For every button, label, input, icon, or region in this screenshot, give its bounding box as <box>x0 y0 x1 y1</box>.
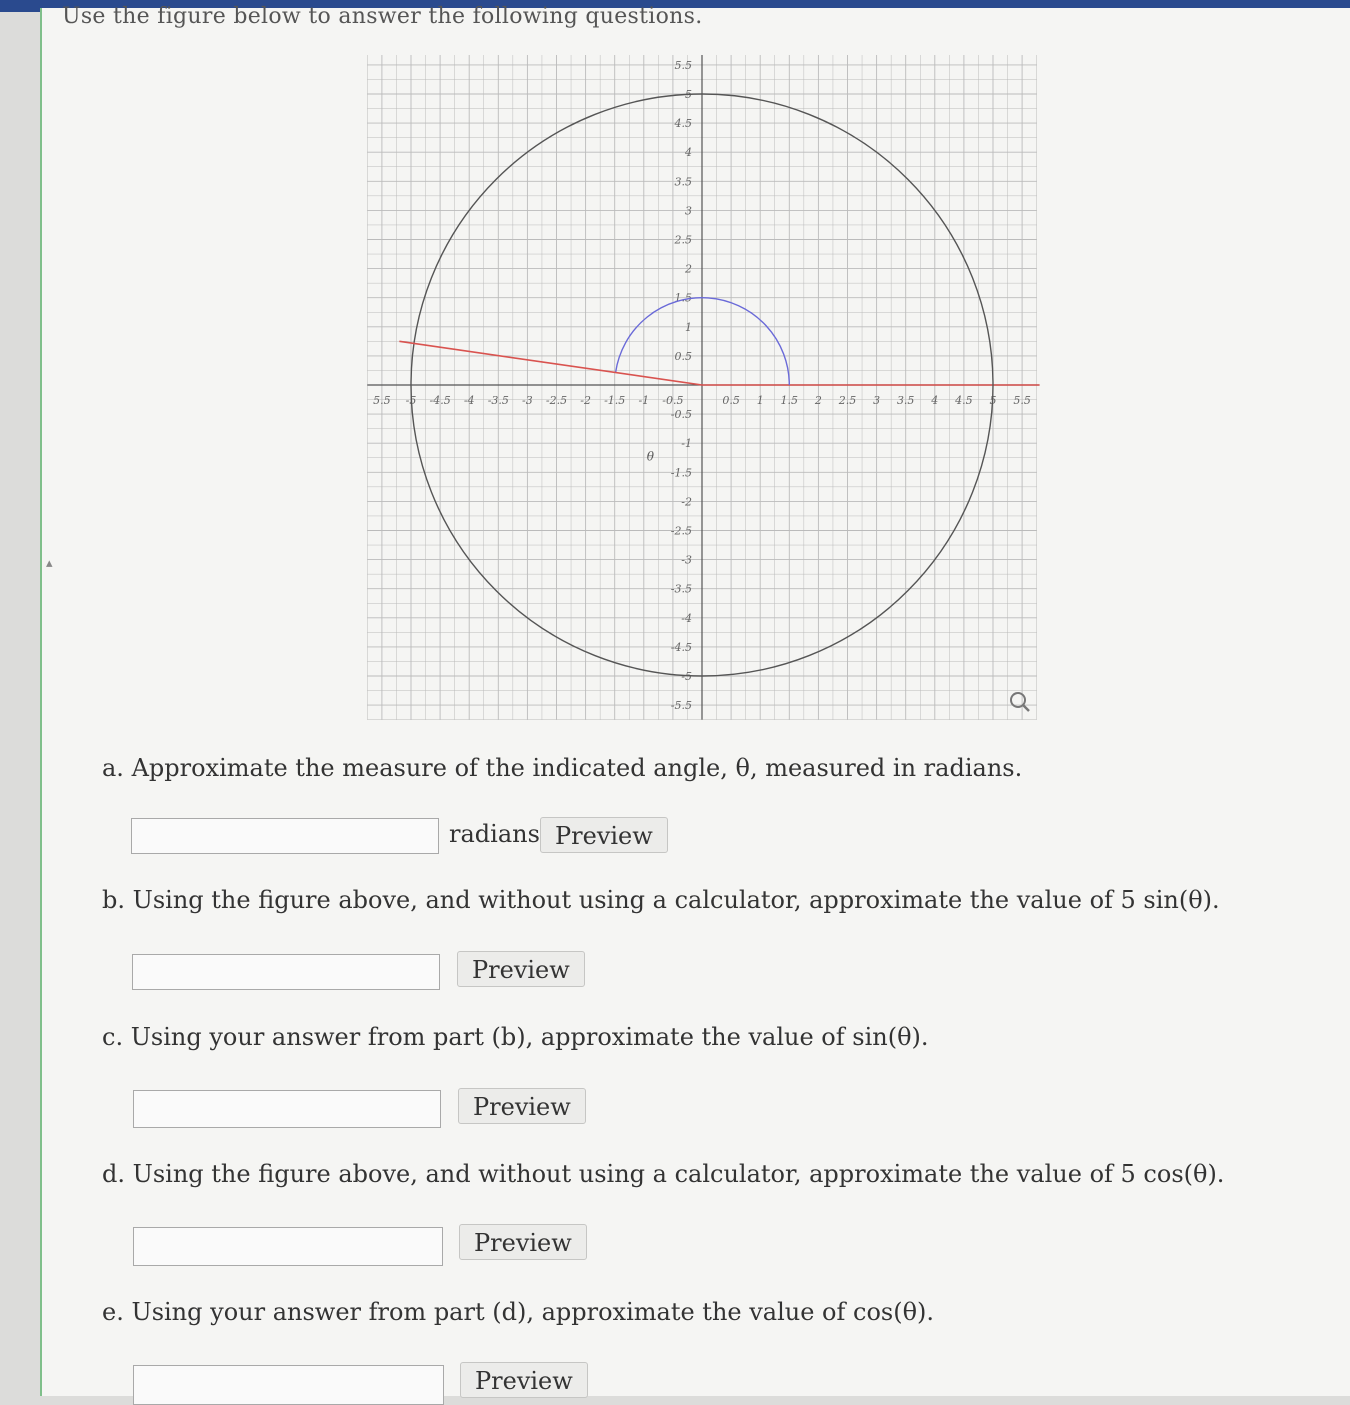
question-c-text: c. Using your answer from part (b), approximate the value of sin(θ). <box>102 1023 929 1051</box>
x-tick-label: 1.5 <box>780 394 799 407</box>
y-tick-label: -0.5 <box>670 408 692 422</box>
preview-e-button[interactable]: Preview <box>460 1362 588 1398</box>
x-tick-label: -2 <box>580 394 591 407</box>
intro-text: Use the figure below to answer the following questions. <box>62 4 703 29</box>
x-tick-label: -4.5 <box>429 394 451 407</box>
x-tick-label: -1 <box>638 394 650 407</box>
x-tick-label: 5.5 <box>373 394 391 407</box>
y-tick-label: 5.5 <box>674 58 692 72</box>
x-tick-label: -3.5 <box>487 394 509 407</box>
answer-e-input[interactable] <box>133 1365 444 1405</box>
x-tick-label: -0.5 <box>662 394 684 407</box>
y-tick-label: 4 <box>685 146 692 160</box>
question-d-text: d. Using the figure above, and without using a calculator, approximate the value of 5 cos(θ). <box>102 1160 1225 1188</box>
terminal-ray <box>399 341 702 385</box>
x-tick-label: 3 <box>873 394 881 407</box>
x-tick-label: 5.5 <box>1013 394 1031 407</box>
y-tick-label: -3.5 <box>670 582 692 596</box>
y-tick-label: 1.5 <box>674 291 692 305</box>
y-tick-label: -1.5 <box>670 466 692 480</box>
y-tick-label: -2.5 <box>670 524 692 538</box>
question-e-text: e. Using your answer from part (d), approximate the value of cos(θ). <box>102 1298 935 1326</box>
y-tick-label: 3 <box>685 204 692 218</box>
theta-label: θ <box>646 449 654 464</box>
y-tick-label: 3.5 <box>674 175 692 189</box>
x-tick-label: 0.5 <box>722 394 740 407</box>
x-tick-label: -5 <box>405 394 417 407</box>
answer-a-units: radians <box>449 820 540 848</box>
x-tick-label: -1.5 <box>604 394 626 407</box>
preview-b-button[interactable]: Preview <box>457 951 585 987</box>
y-tick-label: 1 <box>685 320 692 334</box>
preview-d-button[interactable]: Preview <box>459 1224 587 1260</box>
y-tick-label: -4.5 <box>670 640 692 654</box>
x-tick-label: 1 <box>756 394 764 407</box>
y-tick-label: -5.5 <box>670 699 692 713</box>
preview-a-button[interactable]: Preview <box>540 817 668 853</box>
answer-b-input[interactable] <box>132 954 440 990</box>
y-tick-label: -3 <box>681 553 692 567</box>
unit-circle-figure <box>360 55 1050 725</box>
question-a-text: a. Approximate the measure of the indicated angle, θ, measured in radians. <box>102 754 1023 782</box>
x-tick-label: 4.5 <box>955 394 973 407</box>
answer-a-input[interactable] <box>131 818 439 854</box>
x-tick-label: 2 <box>814 394 822 407</box>
magnify-icon[interactable] <box>1011 693 1029 711</box>
x-tick-label: -4 <box>463 394 475 407</box>
y-tick-label: 2.5 <box>674 233 692 247</box>
answer-d-input[interactable] <box>133 1227 443 1266</box>
x-tick-label: -3 <box>522 394 533 407</box>
y-tick-label: 0.5 <box>674 349 692 363</box>
y-tick-label: 5 <box>685 88 692 101</box>
y-tick-label: -4 <box>681 611 692 625</box>
x-tick-label: 2.5 <box>838 394 857 407</box>
side-mark: ▴ <box>46 556 53 571</box>
preview-c-button[interactable]: Preview <box>458 1088 586 1124</box>
answer-c-input[interactable] <box>133 1090 441 1128</box>
x-tick-label: 4 <box>931 394 939 407</box>
question-b-text: b. Using the figure above, and without using a calculator, approximate the value of 5 sin(θ). <box>102 886 1220 914</box>
axes <box>367 55 1039 720</box>
y-tick-label: 4.5 <box>674 117 692 131</box>
y-tick-label: -2 <box>681 495 692 509</box>
y-tick-label: -1 <box>681 437 692 451</box>
y-tick-label: -5 <box>681 670 692 683</box>
x-tick-label: 5 <box>989 394 997 407</box>
x-tick-label: -2.5 <box>545 394 568 407</box>
y-tick-label: 2 <box>685 262 692 276</box>
x-tick-label: 3.5 <box>896 394 915 407</box>
